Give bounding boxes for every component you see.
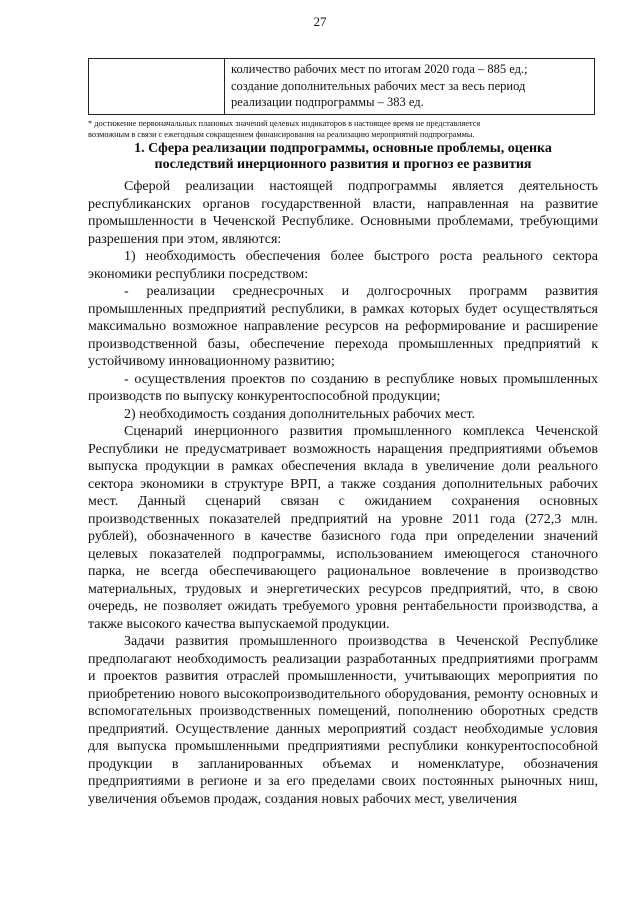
footnote-line: возможным в связи с ежегодным сокращением финансирования на реализацию мероприятий подпрограммы. [88,130,475,139]
section-title [88,141,598,173]
table-line: количество рабочих мест по итогам 2020 года – 885 ед.; [231,62,528,76]
body-text [88,178,598,808]
paragraph: - осуществления проектов по созданию в республике новых промышленных производств по выпуску конкурентоспособной продукции; [88,371,598,404]
paragraph: - реализации среднесрочных и долгосрочных программ развития промышленных предприятий республики, в рамках которых будет осуществляться максимально возможное направление ресурсов на реформирование и расширение производственной базы, обеспечение перехода промышленных предприятий к устойчивому инновационному развитию; [88,284,598,369]
paragraph: Сферой реализации настоящей подпрограммы является деятельность республиканских органов государственной власти, направленная на развитие промышленности в Чеченской Республике. Основными проблемами, требующими разрешения при этом, являются: [88,179,598,247]
indicators-table [88,58,595,115]
section-title-line: 1. Сфера реализации подпрограммы, основные проблемы, оценка [134,141,552,156]
paragraph: 2) необходимость создания дополнительных рабочих мест. [124,406,476,422]
table-cell-empty [89,59,225,115]
paragraph: Задачи развития промышленного производства в Чеченской Республике предполагают необходимость реализации разработанных предприятиями программ и проектов развития отраслей промышленности, учитывающих мероприятия по приобретению нового высокопроизводительного оборудования, ремонту основных и вспомогательных производственных помещений, пополнению оборотных средств предприятий. Осуществление данных мероприятий создаст необходимые условия для выпуска промышленными предприятиями республики конкурентоспособной продукции в запланированных объемах и номенклатуре, обозначения предприятиями в регионе и за его пределами своих постоянных рыночных ниш, увеличения объемов продаж, создания новых рабочих мест, увеличения [88,634,598,807]
page-number: 27 [313,14,327,29]
table-line: реализации подпрограммы – 383 ед. [231,95,424,109]
table-cell-indicators [225,59,595,115]
section-title-line: последствий инерционного развития и прогноз ее развития [154,157,532,172]
table-row [89,59,595,115]
paragraph: Сценарий инерционного развития промышленного комплекса Чеченской Республики не предусматривает возможность наращения предприятиями объемов выпуска продукции в рамках обеспечения вклада в увеличение доли реального сектора экономики в структуре ВРП, а также создания дополнительных рабочих мест. Данный сценарий связан с ожиданием сохранения основных производственных показателей предприятий на уровне 2011 года (272,3 млн. рублей), обозначенного в качестве базисного года при определении значений целевых показателей подпрограммы, использованием имеющегося станочного парка, не всегда обеспечивающего рациональное вовлечение в производство материальных, трудовых и энергетических ресурсов предприятий, что, в свою очередь, не позволяет ожидать требуемого уровня рентабельности производства, а также высокого качества выпускаемой продукции. [88,424,598,632]
footnote-line: * достижение первоначальных плановых значений целевых индикаторов в настоящее время не представляется [88,119,481,128]
paragraph: 1) необходимость обеспечения более быстрого роста реального сектора экономики республики посредством: [88,249,598,282]
table-line: создание дополнительных рабочих мест за весь период [231,78,526,93]
footnote [88,118,598,140]
